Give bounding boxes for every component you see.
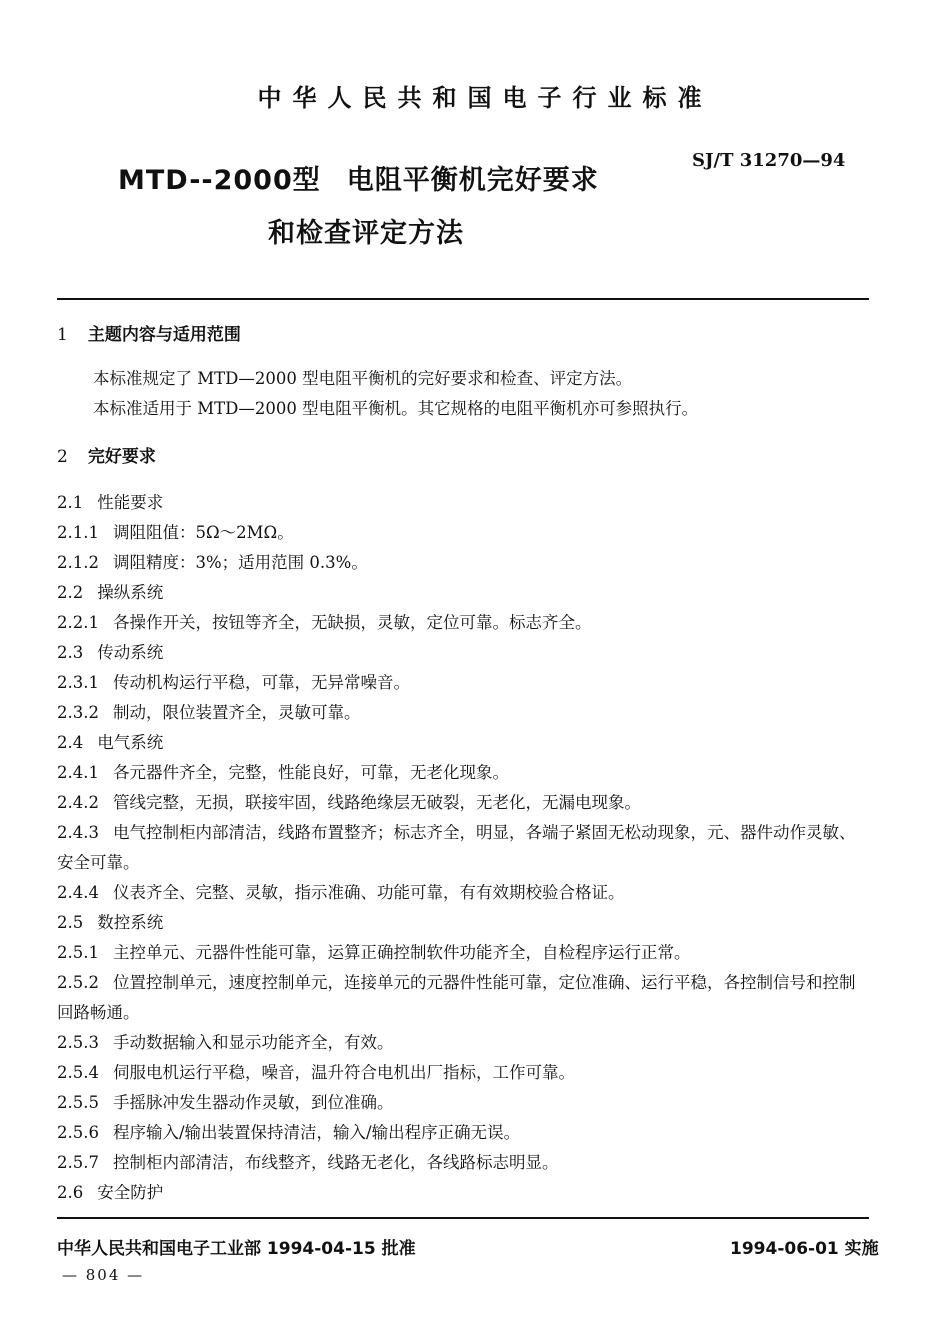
clause-text: 制动，限位装置齐全，灵敏可靠。 (112, 703, 361, 722)
page-number: — 804 — (62, 1266, 145, 1284)
clause (57, 1148, 869, 1178)
clause-text: 数控系统 (97, 913, 164, 932)
clause (57, 1118, 869, 1148)
clause (57, 788, 869, 818)
clause (57, 578, 869, 608)
section-heading (57, 320, 869, 350)
clause-text: 各操作开关，按钮等齐全，无缺损，灵敏，定位可靠。标志齐全。 (112, 613, 592, 632)
clause-text: 手摇脉冲发生器动作灵敏，到位准确。 (112, 1093, 394, 1112)
clause-number: 2.1.2 (57, 553, 99, 572)
title-line-1 (118, 158, 599, 197)
clause-text: 控制柜内部清洁，布线整齐，线路无老化，各线路标志明显。 (112, 1153, 559, 1172)
clause-number: 2.5.4 (57, 1063, 99, 1082)
clause (57, 908, 869, 938)
clause-text: 各元器件齐全，完整，性能良好，可靠，无老化现象。 (112, 763, 509, 782)
clause-text: 位置控制单元，速度控制单元，连接单元的元器件性能可靠，定位准确、运行平稳，各控制信号和控制回路畅通。 (57, 973, 856, 1022)
clause-text: 完好要求 (87, 447, 156, 467)
header-divider (57, 298, 869, 300)
clause-number: 2.2 (57, 583, 84, 602)
clause (57, 548, 869, 578)
clause-text: 仪表齐全、完整、灵敏，指示准确、功能可靠，有有效期校验合格证。 (112, 883, 625, 902)
clause-number: 2.4 (57, 733, 84, 752)
paragraph (57, 364, 869, 394)
title-main: 电阻平衡机完好要求 (346, 165, 599, 196)
clause-number: 2.5.3 (57, 1033, 99, 1052)
clause-text: 本标准规定了 MTD—2000 型电阻平衡机的完好要求和检查、评定方法。 (93, 369, 633, 388)
clause-number: 2.1 (57, 493, 84, 512)
clause-number: 2.5.2 (57, 973, 99, 992)
clause-text: 伺服电机运行平稳，噪音，温升符合电机出厂指标，工作可靠。 (112, 1063, 575, 1082)
section-heading (57, 442, 869, 472)
clause-number: 2 (57, 447, 68, 467)
clause-text: 安全防护 (97, 1183, 164, 1202)
clause-text: 本标准适用于 MTD—2000 型电阻平衡机。其它规格的电阻平衡机亦可参照执行。 (93, 399, 699, 418)
clause-number: 2.4.1 (57, 763, 99, 782)
clause-number: 2.1.1 (57, 523, 99, 542)
clause (57, 818, 869, 878)
paragraph (57, 394, 869, 424)
clause (57, 1088, 869, 1118)
clause (57, 638, 869, 668)
clause-number: 2.4.3 (57, 823, 99, 842)
document-body (57, 320, 869, 1208)
clause (57, 728, 869, 758)
clause-number: 2.2.1 (57, 613, 99, 632)
clause-text: 调阻精度：3%；适用范围 0.3%。 (112, 553, 368, 572)
clause (57, 938, 869, 968)
clause-number: 2.5.1 (57, 943, 99, 962)
clause-text: 主控单元、元器件性能可靠，运算正确控制软件功能齐全，自检程序运行正常。 (112, 943, 691, 962)
clause (57, 968, 869, 1028)
clause (57, 488, 869, 518)
standard-category-header: 中华人民共和国电子行业标准 (257, 84, 713, 112)
standard-number: SJ/T 31270—94 (692, 150, 846, 171)
clause (57, 1178, 869, 1208)
clause-number: 2.5.5 (57, 1093, 99, 1112)
effective-date: 1994-06-01 实施 (730, 1239, 879, 1259)
clause-number: 2.5.7 (57, 1153, 99, 1172)
clause-text: 操纵系统 (97, 583, 164, 602)
clause-number: 2.4.2 (57, 793, 99, 812)
clause-number: 1 (57, 325, 68, 345)
clause (57, 758, 869, 788)
clause-text: 电气系统 (97, 733, 164, 752)
title-line-2: 和检查评定方法 (268, 218, 464, 249)
clause-text: 主题内容与适用范围 (87, 325, 241, 345)
clause-number: 2.3.1 (57, 673, 99, 692)
clause-text: 管线完整，无损，联接牢固，线路绝缘层无破裂，无老化，无漏电现象。 (112, 793, 641, 812)
clause-text: 调阻阻值：5Ω～2MΩ。 (112, 523, 294, 542)
clause-text: 传动机构运行平稳，可靠，无异常噪音。 (112, 673, 410, 692)
footer-divider (57, 1217, 869, 1219)
clause (57, 1028, 869, 1058)
approval-info: 中华人民共和国电子工业部 1994-04-15 批准 (57, 1239, 416, 1259)
clause-text: 手动数据输入和显示功能齐全，有效。 (112, 1033, 394, 1052)
clause-number: 2.4.4 (57, 883, 99, 902)
clause-number: 2.5.6 (57, 1123, 99, 1142)
clause-number: 2.5 (57, 913, 84, 932)
clause (57, 608, 869, 638)
clause-number: 2.6 (57, 1183, 84, 1202)
clause (57, 668, 869, 698)
clause-text: 性能要求 (97, 493, 164, 512)
clause-number: 2.3 (57, 643, 84, 662)
clause (57, 698, 869, 728)
title-model: MTD--2000型 (118, 165, 321, 196)
clause (57, 518, 869, 548)
clause-text: 传动系统 (97, 643, 164, 662)
clause (57, 1058, 869, 1088)
document-title (118, 158, 599, 250)
clause (57, 878, 869, 908)
clause-text: 电气控制柜内部清洁，线路布置整齐；标志齐全，明显，各端子紧固无松动现象，元、器件动作灵敏、安全可靠。 (57, 823, 856, 872)
clause-text: 程序输入/输出装置保持清洁，输入/输出程序正确无误。 (112, 1123, 521, 1142)
clause-number: 2.3.2 (57, 703, 99, 722)
